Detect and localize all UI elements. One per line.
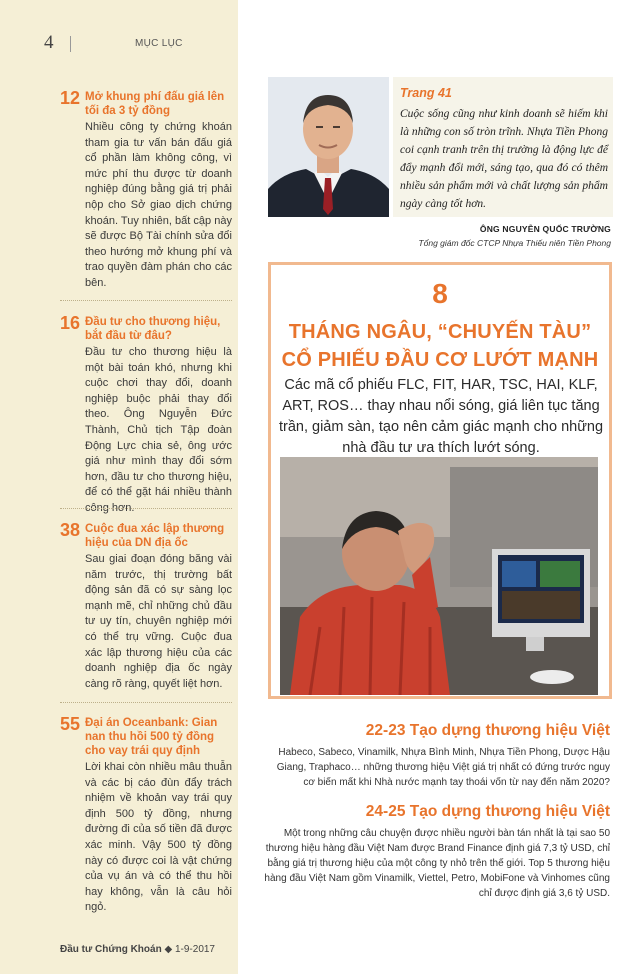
quote-text: Cuộc sống cũng như kinh doanh sẽ hiếm khi là những con số tròn trĩnh. Nhựa Tiền Phong coi cạnh tranh trên thị trường là động lực để đẩy mạnh đổi mới, sáng tạo, qua đó có thêm nhiều sản phẩm mới và chất lượng sản phẩm ngày càng tốt hơn. bbox=[400, 108, 608, 210]
toc-divider bbox=[60, 300, 232, 301]
quote-page-label[interactable]: Trang 41 bbox=[400, 86, 452, 100]
toc-entry-head bbox=[60, 315, 232, 343]
section-title: MỤC LỤC bbox=[135, 38, 183, 49]
header-divider bbox=[70, 36, 71, 52]
feature-title-line-1: THÁNG NGÂU, “CHUYẾN TÀU” bbox=[288, 321, 592, 343]
toc-entry-summary: Sau giai đoạn đóng băng vài năm trước, thị trường bất động sản đã có sự sàng lọc mạnh mẽ, chỉ những chủ đầu tư uy tín, chuyên nghiệp mới có thể trụ vững. Cuộc đua xác lập thương hiệu của các doanh nghiệp địa ốc ngày càng rõ ràng, quyết liệt hơn. bbox=[85, 553, 232, 690]
stock-trader-photo bbox=[280, 457, 598, 695]
footer-diamond-icon: ◆ bbox=[164, 944, 173, 955]
toc-entry-head bbox=[60, 522, 232, 550]
toc-entry-head bbox=[60, 90, 232, 118]
toc-entry-number: 38 bbox=[60, 520, 81, 540]
toc-entry-title[interactable]: Cuộc đua xác lập thương hiệu của DN địa ốc bbox=[85, 523, 225, 549]
toc-entry-summary: Đầu tư cho thương hiệu là một bài toán khó, nhưng khi cuộc chơi thay đổi, doanh nghiệp buộc phải thay đổi theo. Ông Nguyễn Đức Thành, Chủ tịch Tập đoàn Động Lực chia sẻ, ông ước giá như mình thay đổi sớm hơn, đầu tư cho thương hiệu, để có thể gặt hái nhiều thành công hơn. bbox=[85, 346, 232, 514]
toc-divider bbox=[60, 702, 232, 703]
article-title-22-23[interactable] bbox=[362, 722, 610, 740]
page-footer bbox=[60, 944, 215, 955]
article-title-24-25[interactable] bbox=[362, 803, 610, 821]
publication-name: Đầu tư Chứng Khoán bbox=[60, 944, 162, 955]
toc-entry-55[interactable] bbox=[60, 716, 232, 916]
article-summary: Habeco, Sabeco, Vinamilk, Nhựa Bình Minh, Nhựa Tiền Phong, Dược Hậu Giang, Traphaco… những thương hiệu Việt giá trị nhất có đứng trước nguy cơ biến mất khi Nhà nước mạnh tay thoái vốn từ nay đến năm 2020? bbox=[276, 747, 610, 788]
toc-entry-head bbox=[60, 716, 232, 758]
toc-entry-16[interactable] bbox=[60, 315, 232, 517]
feature-title[interactable] bbox=[268, 318, 612, 374]
toc-divider bbox=[60, 508, 232, 509]
page-number: 4 bbox=[44, 32, 54, 53]
issue-date: 1-9-2017 bbox=[174, 944, 215, 955]
feature-page-number: 8 bbox=[432, 278, 448, 309]
article-summary: Một trong những câu chuyện được nhiều người bàn tán nhất là tại sao 50 thương hiệu hàng đầu Việt Nam được Brand Finance định giá 7,3 tỷ USD, chỉ bằng giá trị thương hiệu của một công ty nhỏ trên thế giới. Top 5 thương hiệu hàng đầu Việt Nam gồm Vinamilk, Viettel, Petro, MobiFone và Vinhomes cũng chỉ được định giá 3,6 tỷ USD. bbox=[264, 828, 610, 899]
toc-entry-number: 12 bbox=[60, 88, 81, 108]
feature-title-line-2: CỔ PHIẾU ĐẦU CƠ LƯỚT MẠNH bbox=[281, 349, 599, 371]
portrait-photo bbox=[268, 77, 389, 217]
toc-entry-number: 16 bbox=[60, 313, 81, 333]
toc-entry-title[interactable]: Đại án Oceanbank: Gian nan thu hồi 500 tỷ đồng cho vay trái quy định bbox=[85, 717, 218, 757]
toc-entry-summary: Lời khai còn nhiều mâu thuẫn và các bị cáo đùn đẩy trách nhiệm về khoản vay trái quy định 500 tỷ đồng, nhưng đường đi của số tiền đã được xác minh. Vậy 500 tỷ đồng này có được coi là vật chứng của vụ án và có thể thu hồi hay không, vẫn là câu hỏi ngỏ. bbox=[85, 761, 232, 914]
article-title-text: Tạo dựng thương hiệu Việt bbox=[409, 722, 610, 739]
toc-entry-number: 55 bbox=[60, 714, 81, 734]
toc-entry-title[interactable]: Đầu tư cho thương hiệu, bắt đầu từ đâu? bbox=[85, 316, 221, 342]
article-page-range: 22-23 bbox=[365, 722, 406, 739]
feature-lead: Các mã cổ phiếu FLC, FIT, HAR, TSC, HAI, KLF, ART, ROS… thay nhau nổi sóng, giá liên tục tăng trần, giảm sàn, tạo nên cảm giác mạnh cho những nhà đầu tư ưa thích lướt sóng. bbox=[278, 377, 604, 456]
toc-entry-title[interactable]: Mở khung phí đấu giá lên tối đa 3 tỷ đồng bbox=[85, 91, 225, 117]
page-header bbox=[0, 34, 238, 52]
toc-entry-38[interactable] bbox=[60, 522, 232, 692]
article-title-text: Tạo dựng thương hiệu Việt bbox=[409, 803, 610, 820]
quote-author-name: ÔNG NGUYỄN QUỐC TRƯỜNG bbox=[479, 224, 611, 234]
toc-entry-12[interactable] bbox=[60, 90, 232, 292]
toc-entry-summary: Nhiều công ty chứng khoán tham gia tư vấn bán đấu giá cổ phần làm không công, vì mức phí thu được từ doanh nghiệp đúng bằng giá trị phải nộp cho Sở giao dịch chứng khoán. Tuy nhiên, bất cập này sẽ được Bộ Tài chính sửa đổi theo hướng mở khung phí và trao quyền đàm phán cho các bên. bbox=[85, 121, 232, 289]
quote-author-role: Tổng giám đốc CTCP Nhựa Thiếu niên Tiền Phong bbox=[418, 238, 611, 248]
article-page-range: 24-25 bbox=[365, 803, 406, 820]
